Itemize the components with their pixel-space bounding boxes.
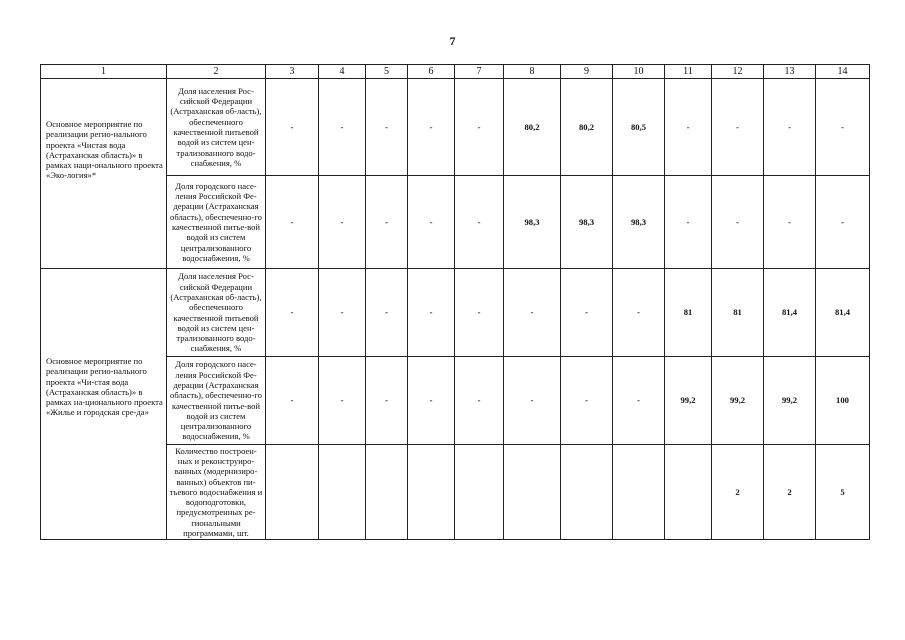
value-cell: -	[455, 79, 504, 176]
value-cell: -	[455, 176, 504, 269]
value-cell	[665, 445, 712, 540]
value-cell: -	[266, 357, 319, 445]
header-cell: 14	[816, 65, 870, 79]
value-cell: -	[366, 269, 408, 357]
value-cell: -	[816, 176, 870, 269]
value-cell: 81	[665, 269, 712, 357]
value-cell: -	[561, 357, 613, 445]
table-row	[41, 79, 870, 176]
value-cell: -	[408, 176, 455, 269]
header-cell: 7	[455, 65, 504, 79]
indicators-table	[40, 64, 870, 540]
header-cell: 9	[561, 65, 613, 79]
value-cell: -	[504, 357, 561, 445]
value-cell	[613, 445, 665, 540]
value-cell: -	[455, 357, 504, 445]
value-cell: 2	[712, 445, 764, 540]
value-cell: -	[366, 357, 408, 445]
header-cell: 2	[167, 65, 266, 79]
value-cell: 99,2	[665, 357, 712, 445]
value-cell: -	[366, 176, 408, 269]
value-cell: -	[266, 79, 319, 176]
indicator-cell: Доля городского насе-ления Российской Фе-дерации (Астраханская область), обеспеченно-го качественной питье-вой водой из систем централизованного водоснабжения, %	[167, 357, 266, 445]
activity-cell: Основное мероприятие по реализации регио-нального проекта «Чистая вода (Астраханская область)» в рамках наци-онального проекта «Эко-логия»*	[41, 79, 167, 269]
header-cell: 11	[665, 65, 712, 79]
value-cell: 80,5	[613, 79, 665, 176]
value-cell: 98,3	[504, 176, 561, 269]
value-cell: 5	[816, 445, 870, 540]
table-row	[41, 269, 870, 357]
value-cell: 81,4	[764, 269, 816, 357]
value-cell: -	[712, 79, 764, 176]
value-cell: -	[764, 176, 816, 269]
indicator-cell: Доля населения Рос-сийской Федерации (Астраханская об-ласть), обеспеченного качественной питьевой водой из систем цен-трализованного водо-снабжения, %	[167, 79, 266, 176]
value-cell	[561, 445, 613, 540]
value-cell: 98,3	[561, 176, 613, 269]
header-cell: 1	[41, 65, 167, 79]
value-cell: 98,3	[613, 176, 665, 269]
value-cell: -	[319, 357, 366, 445]
activity-cell: Основное мероприятие по реализации регио-нального проекта «Чи-стая вода (Астраханская область)» в рамках на-ционального проекта «Жилье и городская сре-да»	[41, 269, 167, 540]
value-cell: -	[366, 79, 408, 176]
value-cell: -	[665, 176, 712, 269]
header-cell: 4	[319, 65, 366, 79]
value-cell: -	[764, 79, 816, 176]
value-cell: 80,2	[561, 79, 613, 176]
value-cell: 80,2	[504, 79, 561, 176]
value-cell: 81,4	[816, 269, 870, 357]
header-cell: 12	[712, 65, 764, 79]
value-cell	[504, 445, 561, 540]
header-cell: 5	[366, 65, 408, 79]
value-cell	[366, 445, 408, 540]
value-cell: -	[319, 269, 366, 357]
indicator-cell: Доля городского насе-ления Российской Фе-дерации (Астраханская область), обеспеченно-го качественной питье-вой водой из систем централизованного водоснабжения, %	[167, 176, 266, 269]
indicator-cell: Доля населения Рос-сийской Федерации (Астраханская об-ласть), обеспеченного качественной питьевой водой из систем цен-трализованного водо-снабжения, %	[167, 269, 266, 357]
value-cell: -	[712, 176, 764, 269]
value-cell	[319, 445, 366, 540]
value-cell: -	[816, 79, 870, 176]
header-cell: 13	[764, 65, 816, 79]
value-cell: -	[408, 357, 455, 445]
page-number: 7	[449, 34, 456, 48]
value-cell: 100	[816, 357, 870, 445]
value-cell: -	[613, 357, 665, 445]
value-cell: 99,2	[712, 357, 764, 445]
value-cell: -	[455, 269, 504, 357]
value-cell: -	[408, 269, 455, 357]
header-cell: 8	[504, 65, 561, 79]
value-cell: -	[266, 176, 319, 269]
value-cell: -	[319, 176, 366, 269]
value-cell: -	[665, 79, 712, 176]
value-cell: -	[613, 269, 665, 357]
value-cell: -	[504, 269, 561, 357]
value-cell: 2	[764, 445, 816, 540]
value-cell	[266, 445, 319, 540]
indicator-cell: Количество построен-ных и реконструиро-ванных (модернизиро-ванных) объектов пи-тьевого водоснабжения и водоподготовки, предусмотренных ре-гиональными программами, шт.	[167, 445, 266, 540]
header-cell: 10	[613, 65, 665, 79]
header-cell: 3	[266, 65, 319, 79]
value-cell: -	[319, 79, 366, 176]
value-cell: -	[408, 79, 455, 176]
value-cell: -	[561, 269, 613, 357]
value-cell	[408, 445, 455, 540]
value-cell: -	[266, 269, 319, 357]
header-row	[41, 65, 870, 79]
value-cell	[455, 445, 504, 540]
value-cell: 81	[712, 269, 764, 357]
value-cell: 99,2	[764, 357, 816, 445]
header-cell: 6	[408, 65, 455, 79]
